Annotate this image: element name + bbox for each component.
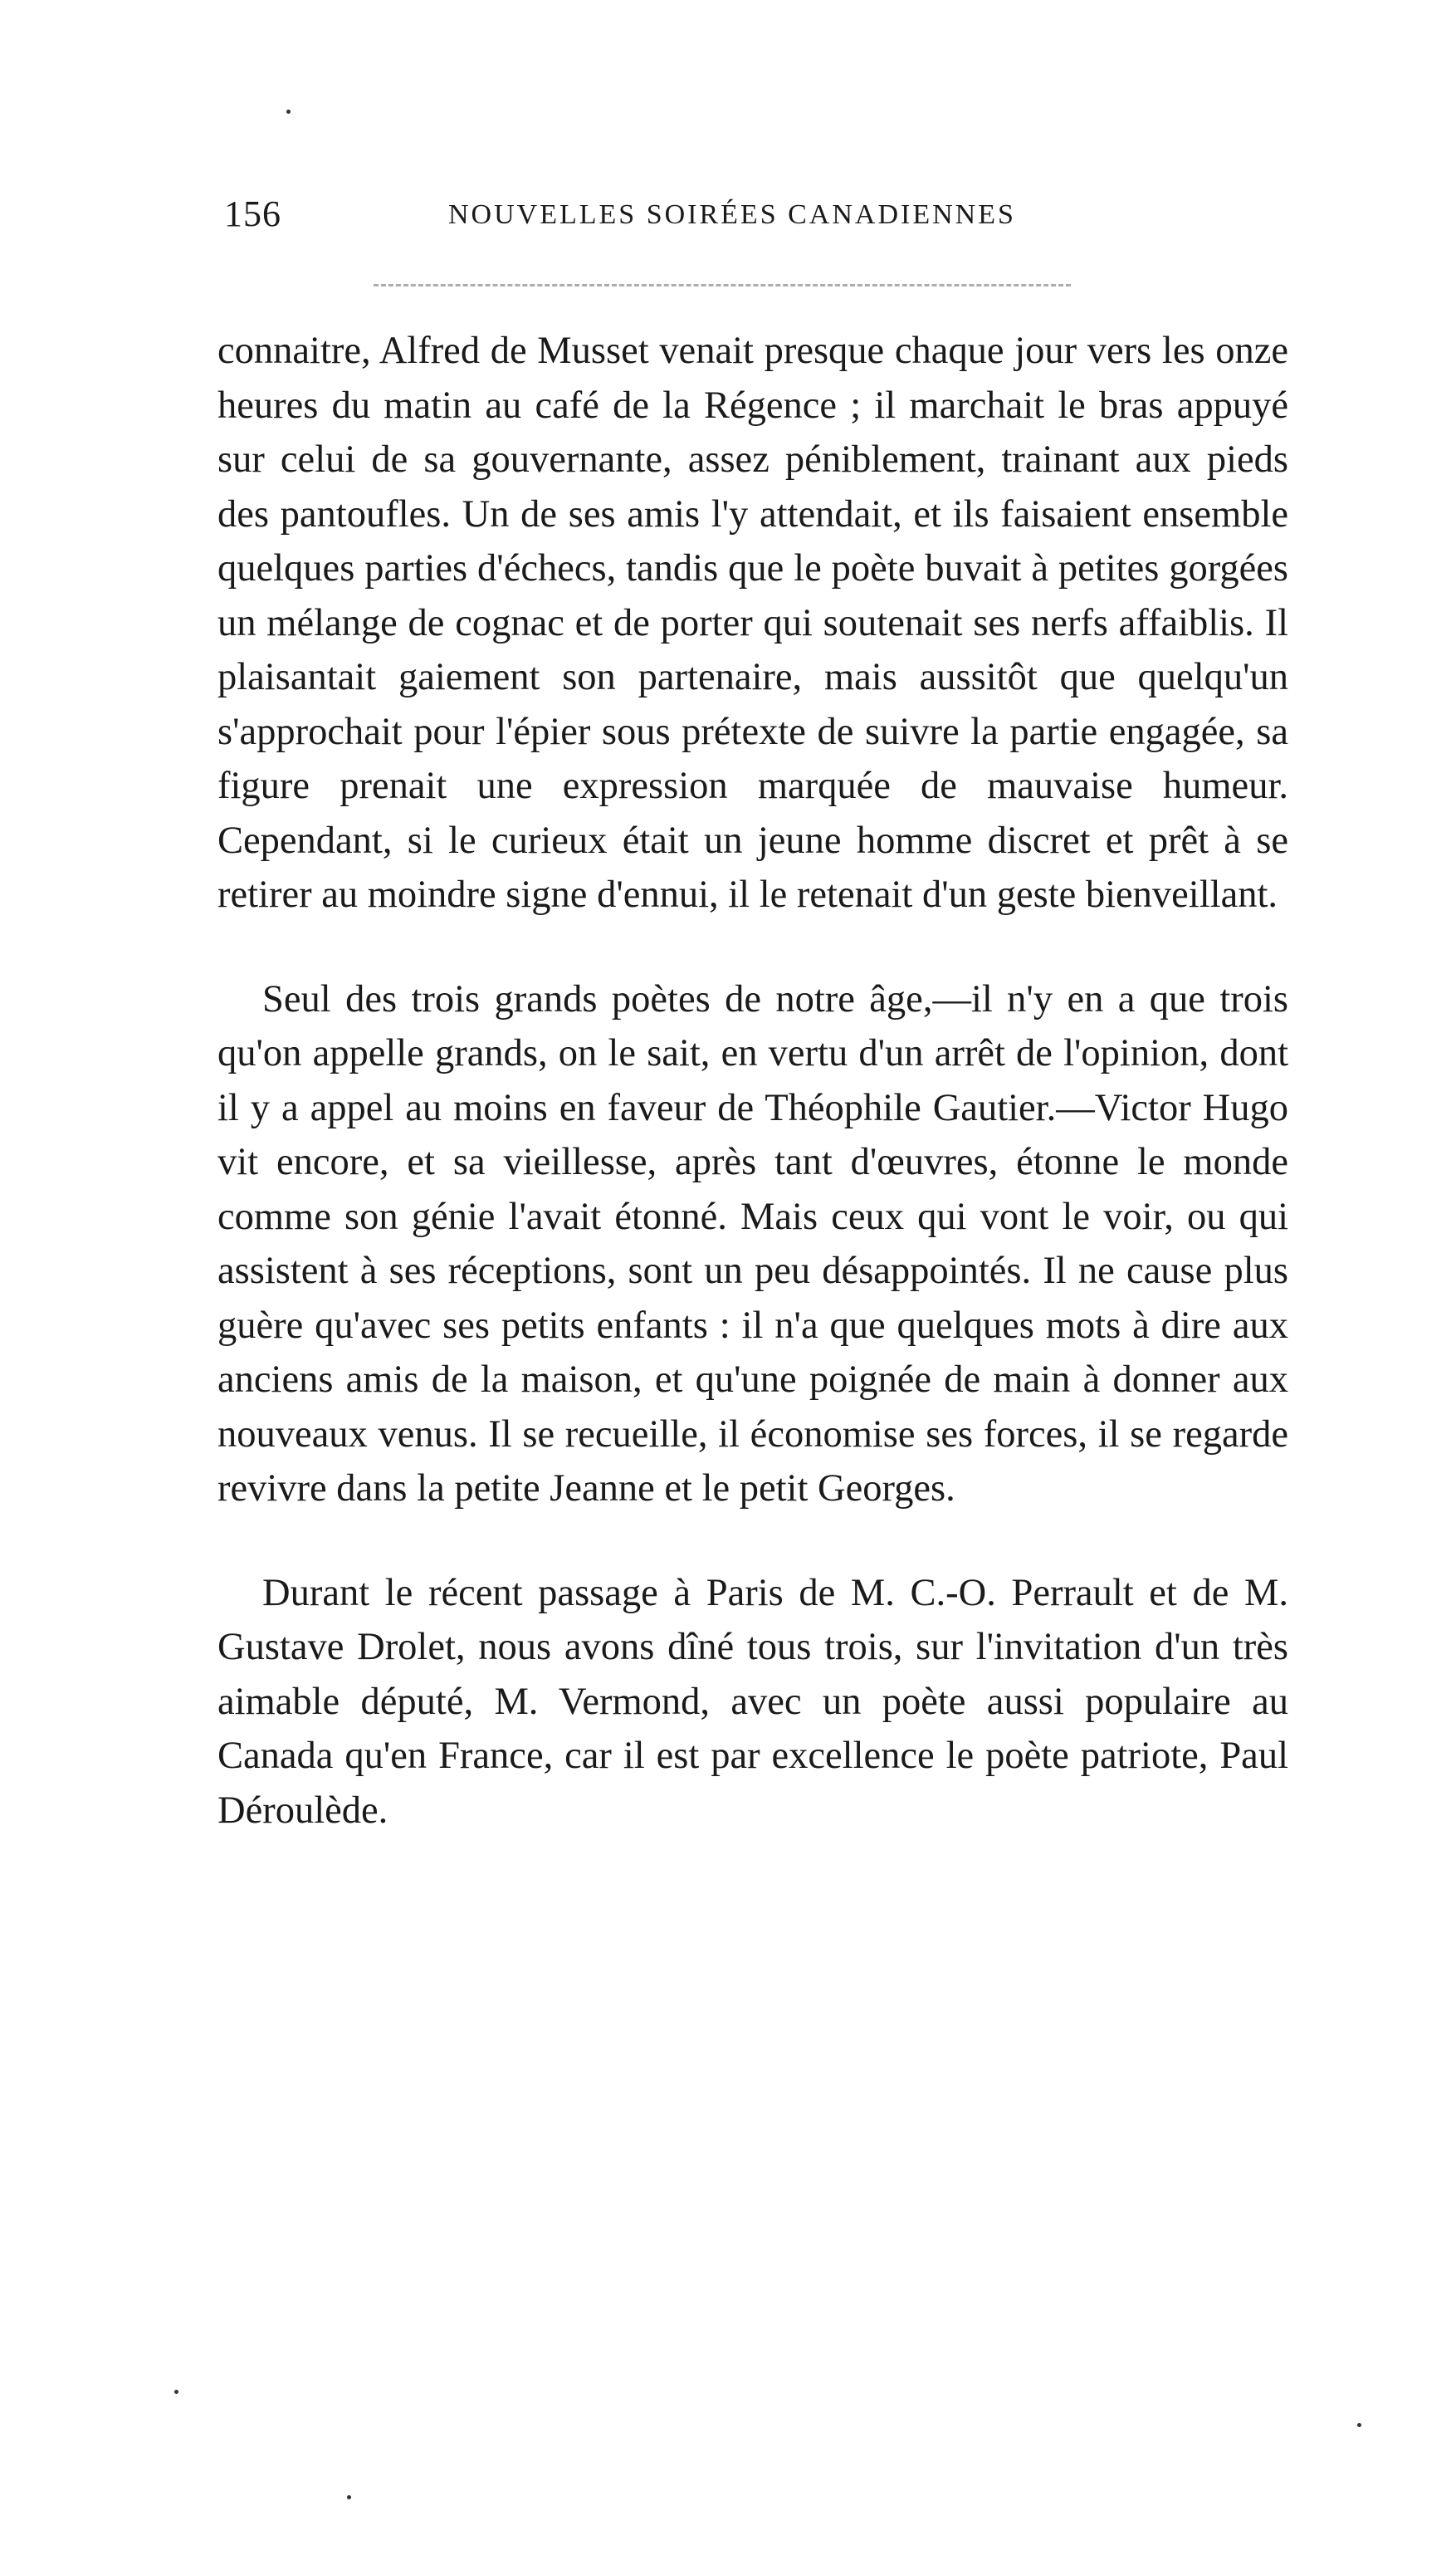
speck-mark bbox=[174, 2390, 178, 2394]
paragraph-continued: connaitre, Alfred de Musset venait presque chaque jour vers les onze heures du matin au café de la Régence ; il marchait le bras appuyé sur celui de sa gouvernante, assez péniblement, trainant aux pieds des pantoufles. Un de ses amis l'y attendait, et ils faisaient ensemble quelques parties d'échecs, tandis que le poète buvait à petites gorgées un mélange de cognac et de porter qui soutenait ses nerfs affaiblis. Il plaisantait gaiement son partenaire, mais aussitôt que quelqu'un s'approchait pour l'épier sous prétexte de suivre la partie engagée, sa figure prenait une expression marquée de mauvaise humeur. Cependant, si le curieux était un jeune homme discret et prêt à se retirer au moindre signe d'ennui, il le retenait d'un geste bienveillant. bbox=[217, 330, 1288, 916]
page-header bbox=[224, 193, 1295, 242]
page-number: 156 bbox=[224, 193, 281, 234]
text-body bbox=[217, 324, 1288, 1887]
speck-mark bbox=[1357, 2423, 1361, 2427]
speck-mark bbox=[347, 2495, 351, 2499]
speck-mark bbox=[286, 110, 291, 114]
running-head: NOUVELLES SOIRÉES CANADIENNES bbox=[448, 199, 1016, 230]
header-rule bbox=[374, 284, 1071, 286]
paragraph-deroulede: Durant le récent passage à Paris de M. C.-O. Perrault et de M. Gustave Drolet, nous avons dîné tous trois, sur l'invitation d'un très aimable député, M. Vermond, avec un poète aussi populaire au Canada qu'en France, car il est par excellence le poète patriote, Paul Déroulède. bbox=[217, 1571, 1288, 1832]
paragraph-victor-hugo: Seul des trois grands poètes de notre âge,—il n'y en a que trois qu'on appelle grands, on le sait, en vertu d'un arrêt de l'opinion, dont il y a appel au moins en faveur de Théophile Gautier.—Victor Hugo vit encore, et sa vieillesse, après tant d'œuvres, étonne le monde comme son génie l'avait étonné. Mais ceux qui vont le voir, ou qui assistent à ses réceptions, sont un peu désappointés. Il ne cause plus guère qu'avec ses petits enfants : il n'a que quelques mots à dire aux anciens amis de la maison, et qu'une poignée de main à donner aux nouveaux venus. Il se recueille, il économise ses forces, il se regarde revivre dans la petite Jeanne et le petit Georges. bbox=[217, 977, 1288, 1510]
